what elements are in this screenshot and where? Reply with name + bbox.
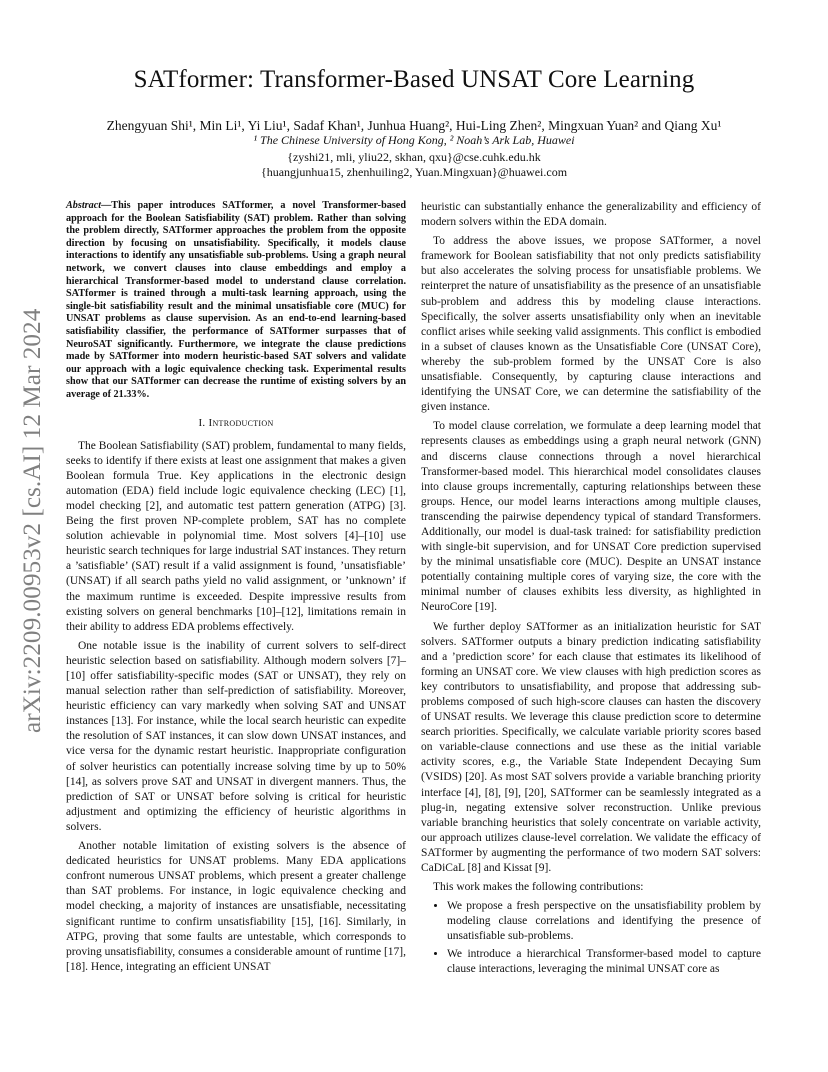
paragraph: To model clause correlation, we formulate a deep learning model that represents clauses as embeddings using a graph neural network (GNN) and discerns clause connections through a novel hierarchical Transformer-based model. This hierarchical model consolidates clauses into clause groups incrementally, capturing relationships between these groups. Hence, our model learns interactions among multiple clauses, transcending the pairwise dependency typical of standard Transformers. Additionally, our model is dual-task trained: for satisfiability prediction with single-bit supervision, and for UNSAT Core prediction supervised by the minimal unsatisfiable core (MUC). Despite an UNSAT instance potentially containing multiple cores of varying size, the core with the minimal number of clauses exhibits less diversity, as highlighted in NeuroCore [19].	[421, 420, 761, 614]
contribution-list	[421, 899, 761, 976]
arxiv-stamp-text: arXiv:2209.00953v2 [cs.AI] 12 Mar 2024	[18, 308, 46, 733]
section-number: I.	[198, 416, 209, 429]
section-heading	[66, 416, 406, 431]
right-column	[421, 200, 761, 979]
section-title: Introduction	[208, 416, 274, 429]
paragraph: heuristic can substantially enhance the generalizability and efficiency of modern solvers within the EDA domain.	[421, 201, 761, 229]
abstract-label: Abstract	[66, 200, 102, 211]
paragraph: We further deploy SATformer as an initialization heuristic for SAT solvers. SATformer outputs a binary prediction indicating satisfiability and a ’prediction score’ for each clause that estimates its likelihood of forming an UNSAT core. We view clauses with high prediction scores as key contributors to unsatisfiability, and propose that addressing sub-problems composed of such high-score clauses can hasten the discovery of UNSAT results. We leverage this clause prediction score to determine search priorities. Specifically, we calculate variable priority scores based on variable-clause connections and use these as the initial variable activity scores, e.g., the Variable State Independent Decaying Sum (VSIDS) [20]. As most SAT solvers provide a variable branching priority interface [4], [8], [9], [20], SATformer can be seamlessly integrated as a plug-in, negating extensive solver reconstruction. Unlike previous variable branching heuristics that solely concentrate on variable activity, our approach utilizes clause-level correlation. We validate the efficacy of SATformer by augmenting the performance of two modern SAT solvers: CaDiCaL [8] and Kissat [9].	[421, 620, 761, 875]
paragraph: Another notable limitation of existing solvers is the absence of dedicated heuristics for UNSAT problems. Many EDA applications confront numerous UNSAT problems, which present a greater challenge than SAT problems. For instance, in logic equivalence checking and model checking, a majority of instances are unsatisfiable, necessitating significant runtime to confirm unsatisfiability [15], [16]. Similarly, in ATPG, proving that some faults are untestable, which corresponds to proving unsatisfiability, consumes a considerable amount of runtime [17], [18]. Hence, integrating an efficient UNSAT	[66, 840, 406, 973]
email-line-huawei: {huangjunhua15, zhenhuiling2, Yuan.Mingxuan}@huawei.com	[260, 165, 568, 179]
paper-title: SATformer: Transformer-Based UNSAT Core Learning	[133, 66, 695, 93]
abstract-body: —This paper introduces SATformer, a novel Transformer-based approach for the Boolean Satisfiability (SAT) problem. Rather than solving the problem directly, SATformer approaches the problem from the opposite direction by focusing on unsatisfiability. Specifically, it models clause interactions to identify any unsatisfiable sub-problems. Using a graph neural network, we convert clauses into clause embeddings and employ a hierarchical Transformer-based model to understand clause correlation. SATformer is trained through a multi-task learning approach, using the single-bit satisfiability result and the minimal unsatisfiable core (MUC) for UNSAT problems as clause supervision. As an end-to-end learning-based satisfiability classifier, the performance of SATformer surpasses that of NeuroSAT significantly. Furthermore, we integrate the clause predictions made by SATformer into modern heuristic-based SAT solvers and validate our approach with a logic equivalence checking task. Experimental results show that our SATformer can decrease the runtime of existing solvers by an average of 21.33%.	[66, 200, 406, 400]
paragraph: One notable issue is the inability of current solvers to self-direct heuristic selection based on satisfiability. Although modern solvers [7]–[10] offer satisfiability-specific modes (SAT or UNSAT), they rely on manual selection rather than self-prediction of satisfiability. Moreover, heuristic efficiency can vary markedly when solving SAT and UNSAT instances [13]. For instance, while the local search heuristic can expedite the resolution of SAT instances, it can slow down UNSAT instances, and vice versa for the dynamic restart heuristic. Inappropriate configuration of solver heuristics can potentially increase solving time by up to 50% [14], as solvers prove SAT and UNSAT in divergent manners. Thus, the prediction of SAT or UNSAT before solving is critical for heuristic adjustment and optimizing the efficiency of heuristic algorithms in solvers.	[66, 639, 406, 833]
affiliations: ¹ The Chinese University of Hong Kong, ² Noah’s Ark Lab, Huawei	[253, 133, 575, 147]
paragraph: This work makes the following contributions:	[433, 881, 644, 894]
list-item: • We introduce a hierarchical Transformer-based model to capture clause interactions, leveraging the minimal UNSAT core as	[447, 947, 761, 977]
paragraph: The Boolean Satisfiability (SAT) problem, fundamental to many fields, seeks to identify if there exists at least one assignment that makes a given Boolean formula True. Key applications in the electronic design automation (EDA) field include logic equivalence checking (LEC) [1], model checking [2], and automatic test pattern generation (ATPG) [3]. Being the first proven NP-complete problem, SAT has no complete solution achievable in polynomial time. Most solvers [4]–[10] use heuristic search techniques for large industrial SAT instances. They return a ’satisfiable’ (SAT) result if a valid assignment is found, ’unsatisfiable’ (UNSAT) if all search paths yield no valid assignment, or ’unknown’ if the maximum runtime is exceeded. Despite impressive results from existing solvers on general benchmarks [10]–[12], limitations remain in their ability to address EDA problems effectively.	[66, 439, 406, 633]
email-line-cuhk: {zyshi21, mli, yliu22, skhan, qxu}@cse.cuhk.edu.hk	[287, 150, 541, 164]
arxiv-stamp	[10, 287, 48, 737]
left-column	[66, 200, 406, 979]
author-list: Zhengyuan Shi¹, Min Li¹, Yi Liu¹, Sadaf Khan¹, Junhua Huang², Hui-Ling Zhen², Mingxuan Yuan² and Qiang Xu¹	[106, 118, 722, 133]
list-item: • We propose a fresh perspective on the unsatisfiability problem by modeling clause correlations and identifying the presence of unsatisfiable sub-problems.	[447, 899, 761, 944]
paragraph: To address the above issues, we propose SATformer, a novel framework for Boolean satisfiability that not only predicts satisfiability but also accelerates the solving process for unsatisfiable problems. We reinterpret the nature of unsatisfiability as the presence of an unsatisfiable sub-problem and address this by modeling clause interactions. Specifically, the solver asserts unsatisfiability only when an inevitable conflict arises while seeking valid assignments. This conflict is embodied in a subset of clauses known as the Unsatisfiable Core (UNSAT Core), whereby the sub-problem formed by the UNSAT Core is also unsatisfiable. Consequently, by capturing clause interactions and identifying the UNSAT Core, we can determine the satisfiability of the given instance.	[421, 235, 761, 414]
abstract	[66, 200, 406, 402]
